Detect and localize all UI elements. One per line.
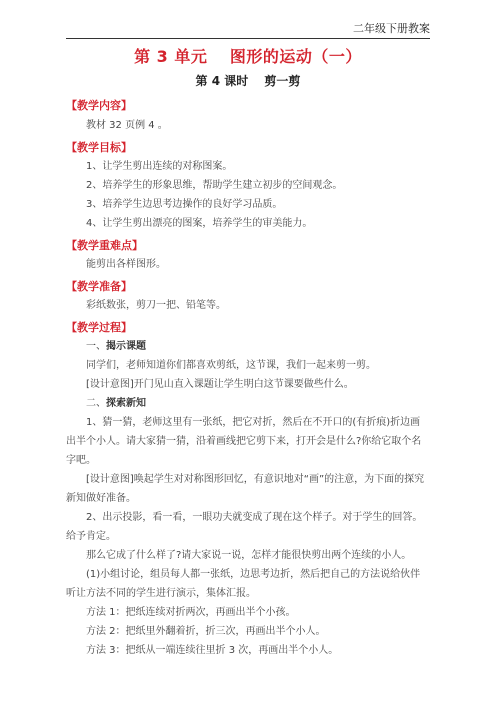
part-number: 二、: [86, 398, 106, 409]
process-part-2-heading: [66, 394, 430, 413]
prep-text: 彩纸数张，剪刀一把、铅笔等。: [86, 300, 226, 311]
unit-title: 第 3 单元 图形的运动（一）: [134, 47, 362, 66]
goal-item: 4、让学生剪出漂亮的图案，培养学生的审美能力。: [86, 218, 313, 229]
process-paragraph: (1)小组讨论，组员每人都一张纸，边思考边折，然后把自己的方法说给伙伴听让方法不同的学生进行演示，集体汇报。: [66, 569, 421, 599]
section-heading-prep: 【教学准备】: [66, 280, 132, 293]
method-item: 方法 2：把纸里外翻着折，折三次，再画出半个小人。: [86, 626, 326, 637]
part-title: 揭示课题: [106, 341, 146, 352]
process-paragraph: 那么它成了什么样了?请大家说一说，怎样才能很快剪出两个连续的小人。: [86, 550, 412, 561]
header-tag: 二年级下册教案: [353, 22, 430, 35]
process-part-1-heading: [66, 337, 430, 356]
method-item: 方法 3：把纸从一端连续往里折 3 次，再画出半个小人。: [86, 645, 339, 656]
goal-item: 3、培养学生边思考边操作的良好学习品质。: [86, 199, 283, 210]
section-heading-goals: 【教学目标】: [66, 141, 132, 154]
section-heading-process: 【教学过程】: [66, 321, 132, 334]
process-paragraph: 同学们，老师知道你们都喜欢剪纸，这节课，我们一起来剪一剪。: [86, 360, 376, 371]
document-body: [66, 96, 430, 660]
section-heading-key: 【教学重难点】: [66, 239, 143, 252]
lesson-title: 第 4 课时 剪一剪: [195, 74, 301, 88]
content-text: 教材 32 页例 4 。: [86, 120, 168, 131]
header-rule: [66, 38, 430, 39]
process-paragraph: 2、出示投影，看一看，一眼功夫就变成了现在这个样子。对于学生的回答。给予肯定。: [66, 512, 423, 542]
process-paragraph: [设计意图]开门见山直入课题让学生明白这节课要做些什么。: [86, 379, 354, 390]
goal-item: 1、让学生剪出连续的对称图案。: [86, 161, 233, 172]
process-paragraph: 1、猜一猜，老师这里有一张纸，把它对折，然后在不开口的(有折痕)折边画出半个小人。请大家猜一猜，沿着画线把它剪下来，打开会是什么?你给它取个名字吧。: [66, 417, 422, 466]
section-heading-content: 【教学内容】: [66, 99, 132, 112]
part-title: 探索新知: [106, 398, 146, 409]
process-paragraph: [设计意图]唤起学生对对称图形回忆，有意识地对“画”的注意，为下面的探究新知做好准备。: [66, 474, 425, 504]
method-item: 方法 1：把纸连续对折两次，再画出半个小孩。: [86, 607, 296, 618]
key-text: 能剪出各样图形。: [86, 259, 166, 270]
goal-item: 2、培养学生的形象思维，帮助学生建立初步的空间观念。: [86, 180, 343, 191]
part-number: 一、: [86, 341, 106, 352]
